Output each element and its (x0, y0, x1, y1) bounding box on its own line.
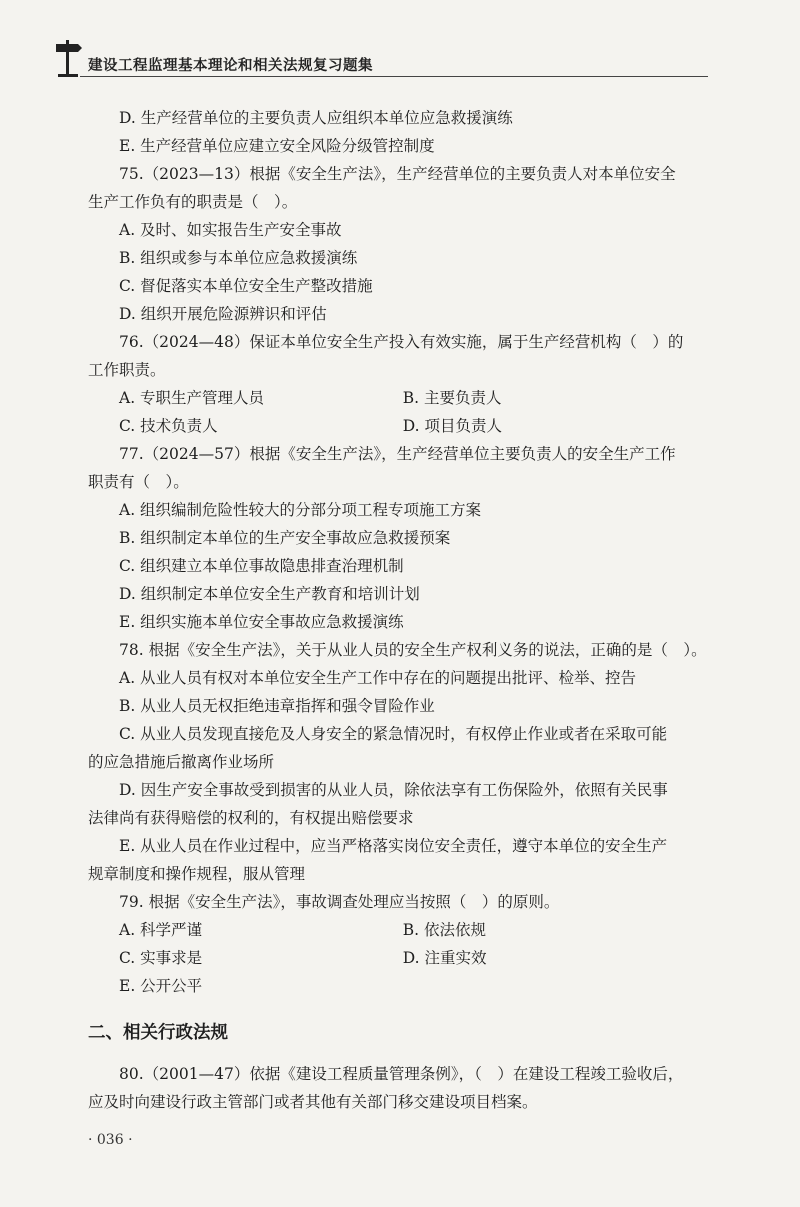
question-76-stem-cont: 工作职责。 (88, 361, 166, 379)
option-line: C. 组织建立本单位事故隐患排查治理机制 (119, 557, 404, 575)
option-b: B. 依法依规 (402, 921, 486, 939)
option-line: D. 组织制定本单位安全生产教育和培训计划 (119, 585, 420, 603)
option-line: A. 从业人员有权对本单位安全生产工作中存在的问题提出批评、检举、控告 (119, 669, 637, 687)
option-a: A. 科学严谨 (119, 921, 203, 939)
page-number: · 036 · (88, 1132, 133, 1148)
option-d: D. 注重实效 (402, 949, 487, 967)
option-b: B. 主要负责人 (402, 389, 502, 407)
book-title: 建设工程监理基本理论和相关法规复习题集 (88, 58, 373, 74)
option-line-cont: 法律尚有获得赔偿的权利的，有权提出赔偿要求 (88, 809, 414, 827)
option-row (88, 384, 714, 412)
option-line: D. 组织开展危险源辨识和评估 (119, 305, 327, 323)
question-75-stem-cont: 生产工作负有的职责是（ ）。 (88, 193, 298, 211)
option-line: A. 组织编制危险性较大的分部分项工程专项施工方案 (119, 501, 482, 519)
question-79-stem: 79. 根据《安全生产法》，事故调查处理应当按照（ ）的原则。 (119, 893, 560, 911)
page-content (88, 104, 714, 1116)
header-rule (80, 76, 708, 77)
option-row (88, 944, 714, 972)
question-76-stem: 76.（2024—48）保证本单位安全生产投入有效实施，属于生产经营机构（ ）的 (119, 333, 684, 351)
running-header (52, 36, 712, 80)
option-row (88, 412, 714, 440)
option-c: C. 实事求是 (119, 949, 203, 967)
section-heading: 二、相关行政法规 (88, 1023, 228, 1043)
option-c: C. 技术负责人 (119, 417, 218, 435)
question-77-stem: 77.（2024—57）根据《安全生产法》，生产经营单位主要负责人的安全生产工作 (119, 445, 676, 463)
option-d: D. 项目负责人 (402, 417, 502, 435)
option-line: E. 从业人员在作业过程中，应当严格落实岗位安全责任，遵守本单位的安全生产 (119, 837, 668, 855)
question-80-stem: 80.（2001—47）依据《建设工程质量管理条例》，（ ）在建设工程竣工验收后， (119, 1065, 684, 1083)
option-e: E. 公开公平 (119, 977, 203, 995)
option-line: B. 从业人员无权拒绝违章指挥和强令冒险作业 (119, 697, 435, 715)
option-line: C. 从业人员发现直接危及人身安全的紧急情况时，有权停止作业或者在采取可能 (119, 725, 668, 743)
option-line-cont: 规章制度和操作规程，服从管理 (88, 865, 306, 883)
option-line: D. 生产经营单位的主要负责人应组织本单位应急救援演练 (119, 109, 513, 127)
option-line: D. 因生产安全事故受到损害的从业人员，除依法享有工伤保险外，依照有关民事 (119, 781, 668, 799)
question-80-stem-cont: 应及时向建设行政主管部门或者其他有关部门移交建设项目档案。 (88, 1093, 538, 1111)
question-75-stem: 75.（2023—13）根据《安全生产法》，生产经营单位的主要负责人对本单位安全 (119, 165, 676, 183)
option-row (88, 916, 714, 944)
option-a: A. 专职生产管理人员 (119, 389, 265, 407)
option-line: E. 生产经营单位应建立安全风险分级管控制度 (119, 137, 435, 155)
option-line: E. 组织实施本单位安全事故应急救援演练 (119, 613, 404, 631)
question-78-stem: 78. 根据《安全生产法》，关于从业人员的安全生产权利义务的说法，正确的是（ ）。 (119, 641, 707, 659)
signpost-icon (52, 36, 92, 80)
option-line: B. 组织制定本单位的生产安全事故应急救援预案 (119, 529, 451, 547)
option-line: C. 督促落实本单位安全生产整改措施 (119, 277, 373, 295)
option-line: A. 及时、如实报告生产安全事故 (119, 221, 342, 239)
option-line-cont: 的应急措施后撤离作业场所 (88, 753, 275, 771)
option-line: B. 组织或参与本单位应急救援演练 (119, 249, 358, 267)
question-77-stem-cont: 职责有（ ）。 (88, 473, 189, 491)
